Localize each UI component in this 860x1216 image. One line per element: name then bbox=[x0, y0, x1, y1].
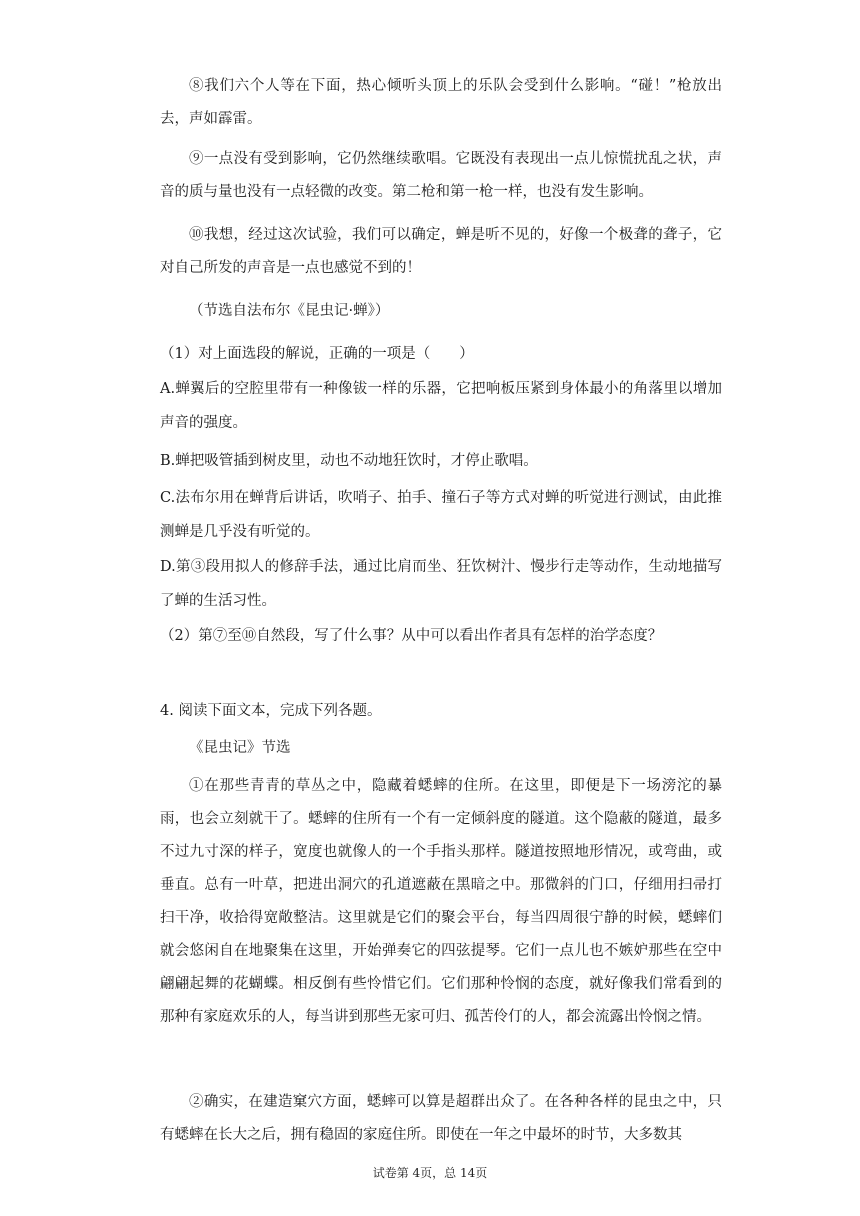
option-d: D.第③段用拟人的修辞手法，通过比肩而坐、狂饮树汁、慢步行走等动作，生动地描写了蝉的生活习性。 bbox=[160, 559, 722, 609]
passage-source: （节选自法布尔《昆虫记·蝉》） bbox=[189, 303, 390, 319]
paragraph-9: ⑨一点没有受到影响，它仍然继续歌唱。它既没有表现出一点儿惊慌扰乱之状，声音的质与量也没有一点轻微的改变。第二枪和第一枪一样，也没有发生影响。 bbox=[160, 151, 722, 200]
paragraph-8: ⑧我们六个人等在下面，热心倾听头顶上的乐队会受到什么影响。“碰！”枪放出去，声如霹雷。 bbox=[160, 78, 722, 127]
paragraph-10: ⑩我想，经过这次试验，我们可以确定，蝉是听不见的，好像一个极聋的聋子，它对自己所发的声音是一点也感觉不到的！ bbox=[160, 227, 722, 276]
option-b: B.蝉把吸管插到树皮里，动也不动地狂饮时，才停止歌唱。 bbox=[160, 453, 538, 469]
section-4-heading: 4. 阅读下面文本，完成下列各题。 bbox=[160, 703, 382, 719]
question-1-stem: （1）对上面选段的解说，正确的一项是（ ） bbox=[160, 346, 474, 362]
section-4-paragraph-1: ①在那些青青的草丛之中，隐藏着蟋蟀的住所。在这里，即便是下一场滂沱的暴雨，也会立刻就干了。蟋蟀的住所有一个有一定倾斜度的隧道。这个隐蔽的隧道，最多不过九寸深的样子，宽度也就像人的一个手指头那样。隧道按照地形情况，或弯曲，或垂直。总有一叶草，把进出洞穴的孔道遮蔽在黑暗之中。那微斜的门口，仔细用扫帚打扫干净，收拾得宽敞整洁。这里就是它们的聚会平台，每当四周很宁静的时候，蟋蟀们就会悠闲自在地聚集在这里，开始弹奏它的四弦提琴。它们一点儿也不嫉妒那些在空中翩翩起舞的花蝴蝶。相反倒有些怜惜它们。它们那种怜悯的态度，就好像我们常看到的那种有家庭欢乐的人，每当讲到那些无家可归、孤苦伶仃的人，都会流露出怜悯之情。 bbox=[160, 778, 722, 1025]
page-footer: 试卷第 4页，总 14页 bbox=[372, 1166, 488, 1180]
question-2-stem: （2）第⑦至⑩自然段，写了什么事？从中可以看出作者具有怎样的治学态度？ bbox=[160, 628, 663, 644]
option-a: A.蝉翼后的空腔里带有一种像钹一样的乐器，它把响板压紧到身体最小的角落里以增加声音的强度。 bbox=[160, 381, 722, 431]
section-4-paragraph-2: ②确实，在建造窠穴方面，蟋蟀可以算是超群出众了。在各种各样的昆虫之中，只有蟋蟀在长大之后，拥有稳固的家庭住所。即使在一年之中最坏的时节，大多数其 bbox=[160, 1094, 722, 1143]
option-c: C.法布尔用在蝉背后讲话，吹哨子、拍手、撞石子等方式对蝉的听觉进行测试，由此推测蝉是几乎没有听觉的。 bbox=[160, 490, 722, 540]
excerpt-title: 《昆虫记》节选 bbox=[189, 740, 291, 756]
